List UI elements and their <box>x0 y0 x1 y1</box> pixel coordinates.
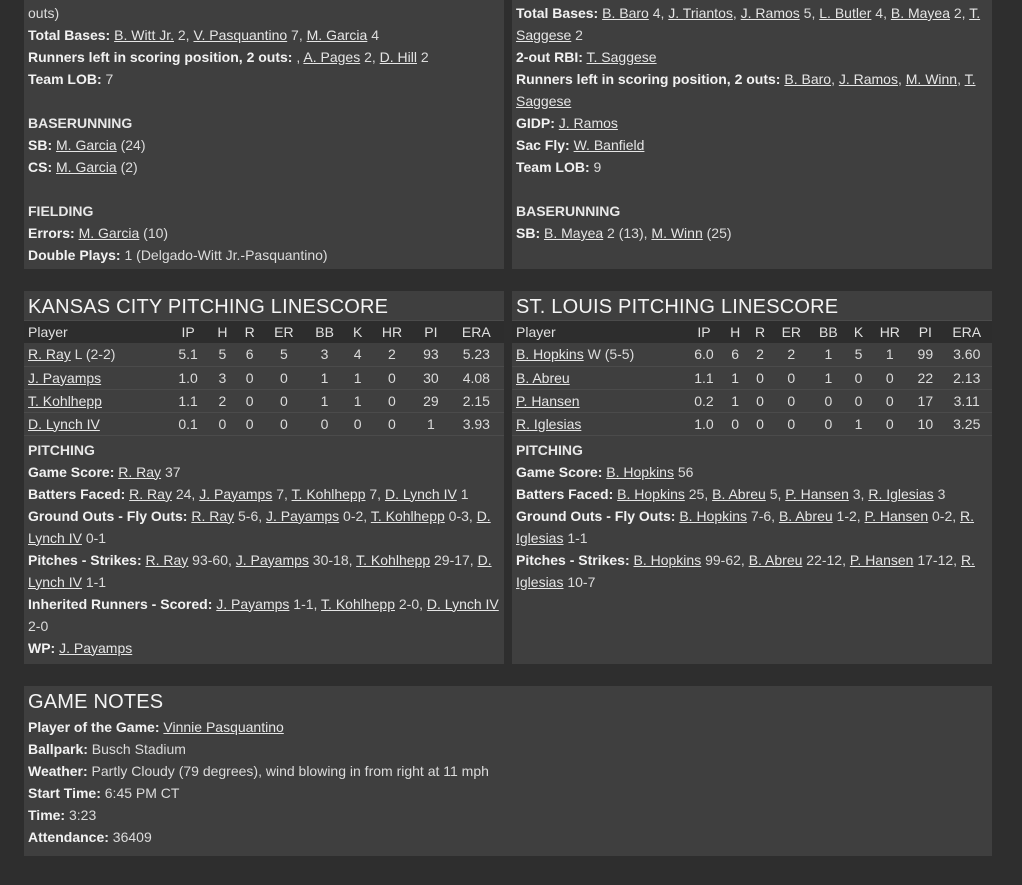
stat-text: 5, <box>799 5 820 21</box>
player-link[interactable]: T. Saggese <box>586 49 657 65</box>
stat-text: 0-1 <box>81 529 107 546</box>
stat-cell: 2 <box>772 343 810 366</box>
stat-cell: 1 <box>810 366 847 389</box>
player-link[interactable]: R. Iglesias <box>516 551 975 590</box>
player-link[interactable]: T. Kohlhepp <box>370 507 445 524</box>
ballpark: Ballpark: Busch Stadium <box>28 741 186 757</box>
stat-cell: 0 <box>723 412 748 435</box>
stat-cell: 1 <box>847 412 871 435</box>
stat-cell: 10 <box>909 412 941 435</box>
player-link[interactable]: M. Winn <box>651 225 703 241</box>
column-header: H <box>209 321 236 343</box>
pitcher-link[interactable]: R. Iglesias <box>516 415 582 432</box>
table-row <box>512 343 992 366</box>
player-cell <box>512 366 685 389</box>
stat-text: 0-2, <box>928 507 961 524</box>
stat-text: (2) <box>116 159 138 175</box>
column-header: PI <box>413 321 448 343</box>
game-notes-title: GAME NOTES <box>28 691 164 713</box>
stat-text: 25, <box>684 485 713 502</box>
player-link[interactable]: R. Ray <box>129 485 172 502</box>
player-link[interactable]: J. Ramos <box>740 5 800 21</box>
column-header: HR <box>870 321 909 343</box>
kc-double-plays: Double Plays: 1 (Delgado-Witt Jr.-Pasquantino) <box>28 247 328 263</box>
player-link[interactable]: B. Hopkins <box>633 551 702 568</box>
stat-text: 5, <box>765 485 786 502</box>
player-cell <box>24 366 167 389</box>
stat-cell: 1.1 <box>685 366 723 389</box>
stat-cell: 3.25 <box>941 412 992 435</box>
stat-text: 4, <box>648 5 669 21</box>
stat-cell: 5 <box>209 343 236 366</box>
kc-pitching-title: KANSAS CITY PITCHING LINESCORE <box>24 291 504 321</box>
kc-baserunning-title: BASERUNNING <box>28 115 133 131</box>
table-row <box>24 389 504 412</box>
column-header: R <box>748 321 773 343</box>
stat-cell: 2.15 <box>449 389 504 412</box>
stat-cell: 0 <box>810 412 847 435</box>
stat-cell: 2.13 <box>941 366 992 389</box>
kc-wild-pitch: WP: J. Payamps <box>28 639 133 656</box>
stl-pitching-title: ST. LOUIS PITCHING LINESCORE <box>512 291 992 321</box>
player-link[interactable]: B. Baro <box>602 5 649 21</box>
stat-text: 1-1 <box>81 573 107 590</box>
player-link[interactable]: P. Hansen <box>864 507 929 524</box>
stat-text: 99-62, <box>701 551 749 568</box>
stat-text: 2-0 <box>28 617 49 634</box>
stat-cell: 0 <box>870 366 909 389</box>
player-of-the-game-link[interactable]: Vinnie Pasquantino <box>163 719 284 735</box>
stat-text: 24, <box>171 485 200 502</box>
stat-text: 2, <box>174 27 194 43</box>
player-cell <box>24 389 167 412</box>
stat-text: 4, <box>871 5 891 21</box>
kc-risp: Runners left in scoring position, 2 outs: , A. Pages 2, D. Hill 2 <box>28 49 429 65</box>
player-link[interactable]: D. Hill <box>379 49 418 65</box>
stat-cell: 1 <box>870 343 909 366</box>
kc-total-bases: Total Bases: B. Witt Jr. 2, V. Pasquantino 7, M. Garcia 4 <box>28 27 379 43</box>
stat-cell: 6.0 <box>685 343 723 366</box>
kc-pitching-panel <box>24 291 504 664</box>
stat-text: 2, <box>360 49 380 65</box>
pitcher-link[interactable]: J. Payamps <box>28 369 102 386</box>
stat-text: 1-2, <box>832 507 865 524</box>
attendance: Attendance: 36409 <box>28 829 152 845</box>
decision-text: L (2-2) <box>70 346 116 363</box>
player-link[interactable]: T. Kohlhepp <box>356 551 431 568</box>
stl-pitches-strikes: Pitches - Strikes: B. Hopkins 99-62, B. Abreu 22-12, P. Hansen 17-12, R. Iglesias 10-7 <box>516 551 975 590</box>
player-cell <box>24 343 167 366</box>
player-link[interactable]: J. Ramos <box>558 115 618 131</box>
column-header: ER <box>263 321 304 343</box>
stat-cell: 3.60 <box>941 343 992 366</box>
column-header: IP <box>167 321 208 343</box>
player-link[interactable]: D. Lynch IV <box>28 507 491 546</box>
stat-cell: 0 <box>305 412 345 435</box>
column-header: PI <box>909 321 941 343</box>
pitcher-link[interactable]: T. Kohlhepp <box>28 392 102 409</box>
stat-cell: 1.1 <box>167 389 208 412</box>
game-notes-panel <box>24 686 992 856</box>
kc-pitches-strikes: Pitches - Strikes: R. Ray 93-60, J. Payamps 30-18, T. Kohlhepp 29-17, D. Lynch IV 1-1 <box>28 551 492 590</box>
kc-cs: CS: M. Garcia (2) <box>28 159 138 175</box>
pitcher-link[interactable]: B. Hopkins <box>516 346 584 363</box>
table-row <box>512 412 992 435</box>
player-link[interactable]: M. Garcia <box>306 27 368 43</box>
stl-2out-rbi: 2-out RBI: T. Saggese <box>516 49 657 65</box>
stat-cell: 1 <box>305 389 345 412</box>
column-header: BB <box>305 321 345 343</box>
stat-cell: 99 <box>909 343 941 366</box>
stat-cell: 0 <box>371 389 413 412</box>
column-header: Player <box>24 321 167 343</box>
stl-baserunning-title: BASERUNNING <box>516 203 621 219</box>
stat-cell: 1 <box>345 389 371 412</box>
player-link[interactable]: P. Hansen <box>849 551 914 568</box>
stat-text: 37 <box>161 463 181 480</box>
stl-game-score: Game Score: B. Hopkins 56 <box>516 463 694 480</box>
column-header: BB <box>810 321 847 343</box>
kc-inherited-runners: Inherited Runners - Scored: J. Payamps 1-1, T. Kohlhepp 2-0, D. Lynch IV 2-0 <box>28 595 499 634</box>
stat-cell: 5 <box>847 343 871 366</box>
stat-cell: 1 <box>810 343 847 366</box>
column-header: R <box>236 321 263 343</box>
stat-cell: 4 <box>345 343 371 366</box>
stl-team-lob: Team LOB: 9 <box>516 159 602 175</box>
stl-pitching-panel <box>512 291 992 664</box>
stat-cell: 0 <box>209 412 236 435</box>
stat-cell: 0 <box>772 412 810 435</box>
table-row <box>24 366 504 389</box>
player-link[interactable]: V. Pasquantino <box>193 27 288 43</box>
player-link[interactable]: D. Lynch IV <box>384 485 457 502</box>
kc-errors: Errors: M. Garcia (10) <box>28 225 169 241</box>
stat-text: , <box>957 71 965 87</box>
stat-text: 56 <box>673 463 694 480</box>
player-link[interactable]: J. Payamps <box>216 595 290 612</box>
stat-cell: 22 <box>909 366 941 389</box>
stat-cell: 2 <box>748 343 773 366</box>
player-link[interactable]: J. Ramos <box>838 71 898 87</box>
stat-cell: 1 <box>345 366 371 389</box>
stat-cell: 6 <box>723 343 748 366</box>
stat-text: 2 <box>417 49 429 65</box>
stl-pitching-table <box>512 321 992 436</box>
stl-total-bases: Total Bases: B. Baro 4, J. Triantos, J. Ramos 5, L. Butler 4, B. Mayea 2, T. Saggese 2 <box>516 5 981 43</box>
stat-cell: 1 <box>723 389 748 412</box>
stat-cell: 2 <box>371 343 413 366</box>
player-cell <box>512 343 685 366</box>
stat-cell: 3 <box>305 343 345 366</box>
player-link[interactable]: T. Kohlhepp <box>291 485 366 502</box>
stat-cell: 0 <box>870 389 909 412</box>
stat-cell: 1 <box>723 366 748 389</box>
kc-pitching-table <box>24 321 504 436</box>
column-header: Player <box>512 321 685 343</box>
stat-text: , <box>831 71 839 87</box>
stat-text: 1 <box>456 485 469 502</box>
player-link[interactable]: B. Baro <box>784 71 832 87</box>
player-link[interactable]: R. Iglesias <box>868 485 934 502</box>
stat-cell: 0 <box>371 366 413 389</box>
column-header: ERA <box>449 321 504 343</box>
stat-cell: 93 <box>413 343 448 366</box>
player-link[interactable]: T. Saggese <box>516 71 976 109</box>
stat-cell: 1 <box>305 366 345 389</box>
stl-sac-fly: Sac Fly: W. Banfield <box>516 137 645 153</box>
stl-go-fo: Ground Outs - Fly Outs: B. Hopkins 7-6, B. Abreu 1-2, P. Hansen 0-2, R. Iglesias 1-1 <box>516 507 975 546</box>
player-link[interactable]: R. Ray <box>145 551 189 568</box>
stat-cell: 0 <box>810 389 847 412</box>
player-link[interactable]: T. Kohlhepp <box>321 595 395 612</box>
player-link[interactable]: B. Mayea <box>544 225 604 241</box>
stat-cell: 0 <box>870 412 909 435</box>
stat-cell: 0 <box>847 389 871 412</box>
stat-cell: 29 <box>413 389 448 412</box>
kc-pitching-header-row <box>24 321 504 343</box>
stat-cell: 0 <box>345 412 371 435</box>
stat-text: 4 <box>367 27 379 43</box>
stat-text: (24) <box>116 137 146 153</box>
stat-cell: 2 <box>209 389 236 412</box>
stl-pitching-subtitle: PITCHING <box>516 441 583 458</box>
player-link[interactable]: M. Garcia <box>78 225 140 241</box>
player-link[interactable]: T. Saggese <box>516 5 981 43</box>
kc-fielding-title: FIELDING <box>28 203 94 219</box>
column-header: H <box>723 321 748 343</box>
stat-cell: 3.11 <box>941 389 992 412</box>
stat-text: 1-1, <box>289 595 322 612</box>
stat-text: 3 <box>933 485 946 502</box>
game-time: Time: 3:23 <box>28 807 97 823</box>
player-link[interactable]: J. Payamps <box>235 551 309 568</box>
player-link[interactable]: J. Payamps <box>266 507 340 524</box>
stat-text: 10-7 <box>563 573 596 590</box>
kc-game-score: Game Score: R. Ray 37 <box>28 463 181 480</box>
pitcher-link[interactable]: R. Ray <box>28 346 71 363</box>
stat-cell: 4.08 <box>449 366 504 389</box>
stat-text: 3, <box>848 485 869 502</box>
player-link[interactable]: M. Garcia <box>56 137 117 153</box>
pitcher-link[interactable]: D. Lynch IV <box>28 415 100 432</box>
column-header: IP <box>685 321 723 343</box>
player-link[interactable]: B. Abreu <box>778 507 833 524</box>
kc-sb: SB: M. Garcia (24) <box>28 137 146 153</box>
player-link[interactable]: M. Winn <box>905 71 958 87</box>
stl-sb: SB: B. Mayea 2 (13), M. Winn (25) <box>516 225 732 241</box>
stat-cell: 0 <box>748 389 773 412</box>
stat-cell: 3.93 <box>449 412 504 435</box>
stat-text: (25) <box>702 225 732 241</box>
player-link[interactable]: W. Banfield <box>573 137 645 153</box>
stl-risp: Runners left in scoring position, 2 outs: B. Baro, J. Ramos, M. Winn, T. Saggese <box>516 71 976 109</box>
player-link[interactable]: L. Butler <box>819 5 872 21</box>
stat-text: 2 (13), <box>603 225 652 241</box>
kc-pitching-subtitle: PITCHING <box>28 441 95 458</box>
stat-text: 2, <box>950 5 970 21</box>
stat-cell: 0 <box>263 366 304 389</box>
stat-text: , <box>897 71 906 87</box>
stat-cell: 0 <box>263 412 304 435</box>
stat-cell: 0 <box>748 412 773 435</box>
stat-text: 0-3, <box>444 507 477 524</box>
kc-batters-faced: Batters Faced: R. Ray 24, J. Payamps 7, T. Kohlhepp 7, D. Lynch IV 1 <box>28 485 469 502</box>
stat-cell: 0 <box>371 412 413 435</box>
stat-cell: 1.0 <box>167 366 208 389</box>
stat-text: , <box>732 5 741 21</box>
stat-text: 1-1 <box>563 529 588 546</box>
stat-text: 17-12, <box>913 551 961 568</box>
player-link[interactable]: M. Garcia <box>56 159 117 175</box>
stat-cell: 0 <box>236 412 263 435</box>
kc-go-fo: Ground Outs - Fly Outs: R. Ray 5-6, J. Payamps 0-2, T. Kohlhepp 0-3, D. Lynch IV 0-1 <box>28 507 491 546</box>
player-cell <box>512 389 685 412</box>
player-cell <box>512 412 685 435</box>
player-link[interactable]: B. Abreu <box>748 551 803 568</box>
player-link[interactable]: P. Hansen <box>785 485 849 502</box>
stat-text: 93-60, <box>188 551 236 568</box>
stat-cell: 5 <box>263 343 304 366</box>
player-link[interactable]: B. Hopkins <box>679 507 748 524</box>
player-link[interactable]: D. Lynch IV <box>426 595 499 612</box>
player-link[interactable]: D. Lynch IV <box>28 551 492 590</box>
pitcher-link[interactable]: P. Hansen <box>516 392 580 409</box>
stat-text: 2-0, <box>395 595 427 612</box>
stat-cell: 0 <box>772 389 810 412</box>
stat-text: 22-12, <box>802 551 850 568</box>
player-link[interactable]: B. Hopkins <box>617 485 685 502</box>
stat-cell: 5.23 <box>449 343 504 366</box>
stat-cell: 0.2 <box>685 389 723 412</box>
stat-cell: 0 <box>236 389 263 412</box>
stat-cell: 1.0 <box>685 412 723 435</box>
stat-text: 0-2, <box>339 507 371 524</box>
stl-pitching-header-row <box>512 321 992 343</box>
decision-text: W (5-5) <box>583 346 635 363</box>
stat-text: 7, <box>287 27 307 43</box>
stat-text: 7, <box>365 485 385 502</box>
kc-team-lob: Team LOB: 7 <box>28 71 114 87</box>
player-link[interactable]: B. Mayea <box>890 5 950 21</box>
stat-text: 2 <box>571 27 583 43</box>
weather: Weather: Partly Cloudy (79 degrees), wind blowing in from right at 11 mph <box>28 763 489 779</box>
column-header: ERA <box>941 321 992 343</box>
player-cell <box>24 412 167 435</box>
stat-cell: 0 <box>263 389 304 412</box>
player-link[interactable]: R. Iglesias <box>516 507 975 546</box>
player-link[interactable]: B. Abreu <box>712 485 766 502</box>
table-row <box>512 366 992 389</box>
column-header: K <box>345 321 371 343</box>
player-link[interactable]: B. Hopkins <box>606 463 674 480</box>
column-header: ER <box>772 321 810 343</box>
player-link[interactable]: J. Payamps <box>59 639 133 656</box>
stl-gidp: GIDP: J. Ramos <box>516 115 618 131</box>
player-link[interactable]: J. Payamps <box>199 485 273 502</box>
stat-cell: 0 <box>236 366 263 389</box>
stat-cell: 3 <box>209 366 236 389</box>
start-time: Start Time: 6:45 PM CT <box>28 785 180 801</box>
player-link[interactable]: R. Ray <box>118 463 162 480</box>
stat-text: 29-17, <box>430 551 478 568</box>
player-of-the-game: Player of the Game: Vinnie Pasquantino <box>28 719 284 735</box>
kc-batting-notes-panel <box>24 0 504 269</box>
player-link[interactable]: A. Pages <box>303 49 361 65</box>
column-header: HR <box>371 321 413 343</box>
stat-text: 7-6, <box>747 507 779 524</box>
table-row <box>512 389 992 412</box>
player-link[interactable]: R. Ray <box>191 507 235 524</box>
stat-text: 5-6, <box>234 507 267 524</box>
column-header: K <box>847 321 871 343</box>
player-link[interactable]: J. Triantos <box>668 5 733 21</box>
stl-batting-notes-panel <box>512 0 992 269</box>
stat-cell: 0 <box>748 366 773 389</box>
stl-batters-faced: Batters Faced: B. Hopkins 25, B. Abreu 5, P. Hansen 3, R. Iglesias 3 <box>516 485 946 502</box>
pitcher-link[interactable]: B. Abreu <box>516 369 570 386</box>
stat-cell: 30 <box>413 366 448 389</box>
stat-text: 7, <box>272 485 292 502</box>
kc-outs-tail: outs) <box>28 5 60 21</box>
stat-cell: 17 <box>909 389 941 412</box>
stat-cell: 1 <box>413 412 448 435</box>
stat-cell: 6 <box>236 343 263 366</box>
stat-cell: 5.1 <box>167 343 208 366</box>
stat-text: 30-18, <box>308 551 357 568</box>
stat-cell: 0 <box>847 366 871 389</box>
stat-cell: 0.1 <box>167 412 208 435</box>
stat-text: (10) <box>139 225 169 241</box>
table-row <box>24 412 504 435</box>
table-row <box>24 343 504 366</box>
player-link[interactable]: B. Witt Jr. <box>114 27 174 43</box>
stat-cell: 0 <box>772 366 810 389</box>
